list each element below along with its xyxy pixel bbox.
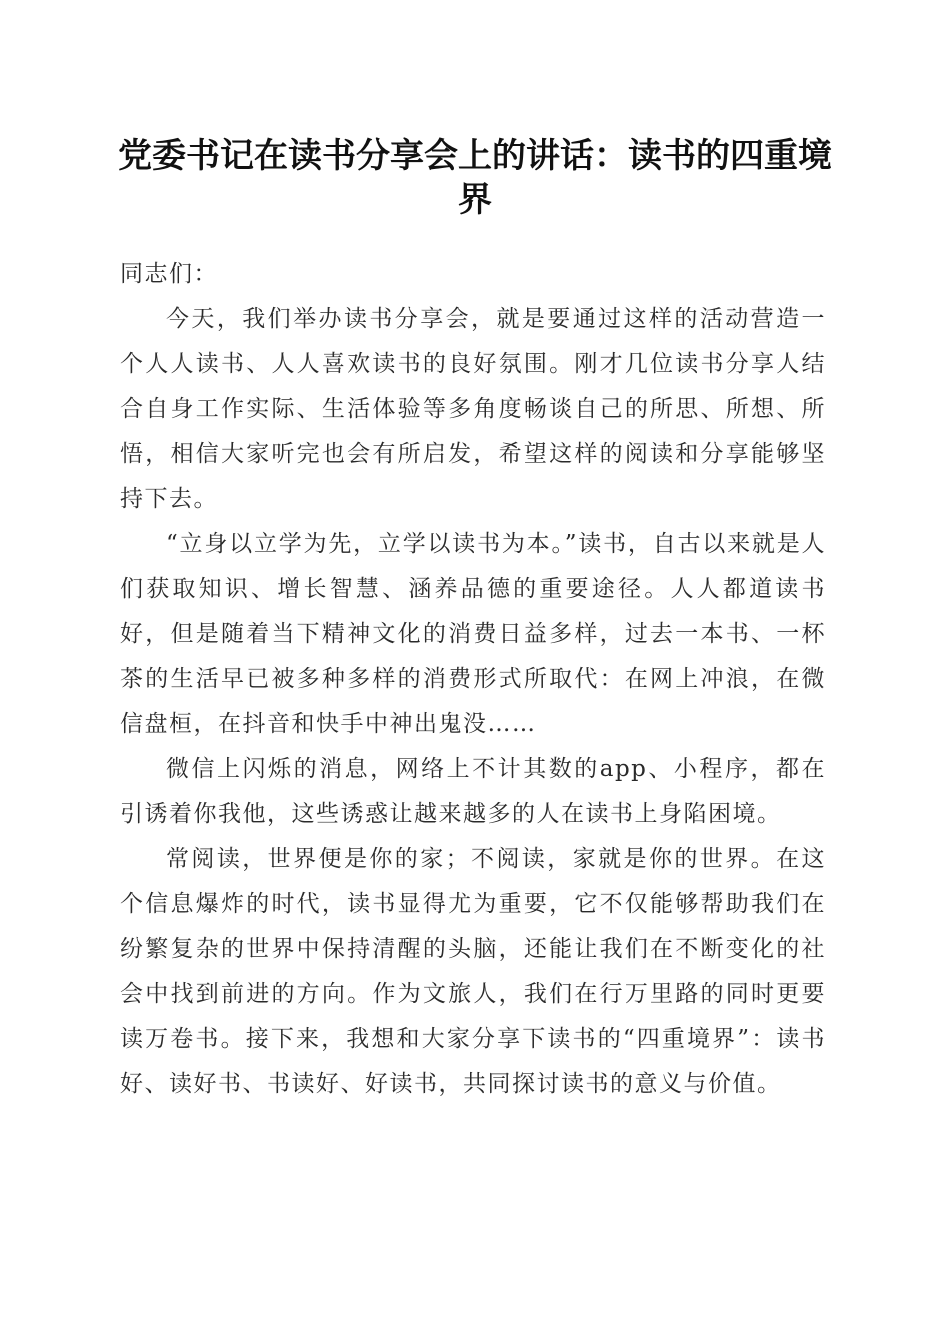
- document-title: 党委书记在读书分享会上的讲话：读书的四重境界: [118, 136, 832, 220]
- document-body: [120, 252, 826, 1107]
- salutation: 同志们：: [120, 261, 218, 287]
- paragraph-2: “立身以立学为先，立学以读书为本。”读书，自古以来就是人们获取知识、增长智慧、涵养品德的重要途径。人人都道读书好，但是随着当下精神文化的消费日益多样，过去一本书、一杯茶的生活早已被多种多样的消费形式所取代：在网上冲浪，在微信盘桓，在抖音和快手中神出鬼没……: [120, 531, 826, 737]
- paragraph-3: 微信上闪烁的消息，网络上不计其数的app、小程序，都在引诱着你我他，这些诱惑让越来越多的人在读书上身陷困境。: [120, 756, 826, 827]
- paragraph-4: 常阅读，世界便是你的家；不阅读，家就是你的世界。在这个信息爆炸的时代，读书显得尤为重要，它不仅能够帮助我们在纷繁复杂的世界中保持清醒的头脑，还能让我们在不断变化的社会中找到前进的方向。作为文旅人，我们在行万里路的同时更要读万卷书。接下来，我想和大家分享下读书的“四重境界”：读书好、读好书、书读好、好读书，共同探讨读书的意义与价值。: [120, 846, 826, 1097]
- paragraph-1: 今天，我们举办读书分享会，就是要通过这样的活动营造一个人人读书、人人喜欢读书的良好氛围。刚才几位读书分享人结合自身工作实际、生活体验等多角度畅谈自己的所思、所想、所悟，相信大家听完也会有所启发，希望这样的阅读和分享能够坚持下去。: [120, 306, 826, 512]
